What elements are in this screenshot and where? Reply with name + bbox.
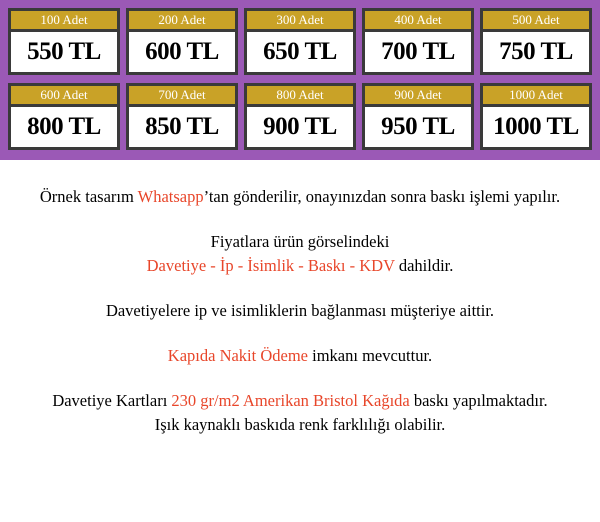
pricing-row: [8, 8, 592, 75]
info-line-delivery-part2: ’tan gönderilir, onayınızdan sonra baskı işlemi yapılır.: [203, 187, 561, 206]
info-line-color-warning: Işık kaynaklı baskıda renk farklılığı olabilir.: [154, 415, 446, 434]
pricing-cell: [362, 8, 474, 75]
price-value: 650 TL: [263, 38, 337, 65]
included-items-suffix: dahildir.: [394, 256, 454, 275]
pricing-cell: [244, 8, 356, 75]
price-value: 550 TL: [27, 38, 101, 65]
whatsapp-highlight: Whatsapp: [137, 187, 204, 206]
paper-prefix: Davetiye Kartları: [52, 391, 172, 410]
info-line-payment: [10, 345, 590, 366]
info-line-paper: [10, 390, 590, 411]
pricing-cell: [362, 83, 474, 150]
info-line-included-intro: Fiyatlara ürün görselindeki: [210, 232, 390, 251]
price-value: 900 TL: [263, 113, 337, 140]
price-value: 1000 TL: [493, 113, 579, 140]
info-text-block: [0, 160, 600, 435]
quantity-label: 600 Adet: [11, 86, 117, 107]
quantity-label: 900 Adet: [365, 86, 471, 107]
price-value: 700 TL: [381, 38, 455, 65]
pricing-cell: [126, 8, 238, 75]
quantity-label: 400 Adet: [365, 11, 471, 32]
price-value: 850 TL: [145, 113, 219, 140]
paper-suffix: baskı yapılmaktadır.: [409, 391, 548, 410]
price-value: 750 TL: [499, 38, 573, 65]
quantity-label: 1000 Adet: [483, 86, 589, 107]
pricing-table: [0, 0, 600, 160]
cash-on-delivery-highlight: Kapıda Nakit Ödeme: [167, 346, 308, 365]
pricing-cell: [126, 83, 238, 150]
info-line-delivery-part1: Örnek tasarım: [39, 187, 138, 206]
pricing-cell: [480, 8, 592, 75]
included-items-highlight: Davetiye - İp - İsimlik - Baskı - KDV: [146, 256, 395, 275]
pricing-cell: [8, 83, 120, 150]
info-line-customer-responsibility: Davetiyelere ip ve isimliklerin bağlanması müşteriye aittir.: [105, 301, 495, 320]
payment-suffix: imkanı mevcuttur.: [308, 346, 433, 365]
pricing-cell: [244, 83, 356, 150]
paper-type-highlight: 230 gr/m2 Amerikan Bristol Kağıda: [171, 391, 410, 410]
quantity-label: 300 Adet: [247, 11, 353, 32]
price-value: 600 TL: [145, 38, 219, 65]
quantity-label: 500 Adet: [483, 11, 589, 32]
pricing-cell: [8, 8, 120, 75]
pricing-cell: [480, 83, 592, 150]
quantity-label: 800 Adet: [247, 86, 353, 107]
info-line-delivery: [10, 186, 590, 207]
quantity-label: 100 Adet: [11, 11, 117, 32]
info-line-included-items: [10, 255, 590, 276]
pricing-row: [8, 83, 592, 150]
quantity-label: 700 Adet: [129, 86, 235, 107]
price-value: 950 TL: [381, 113, 455, 140]
quantity-label: 200 Adet: [129, 11, 235, 32]
price-value: 800 TL: [27, 113, 101, 140]
